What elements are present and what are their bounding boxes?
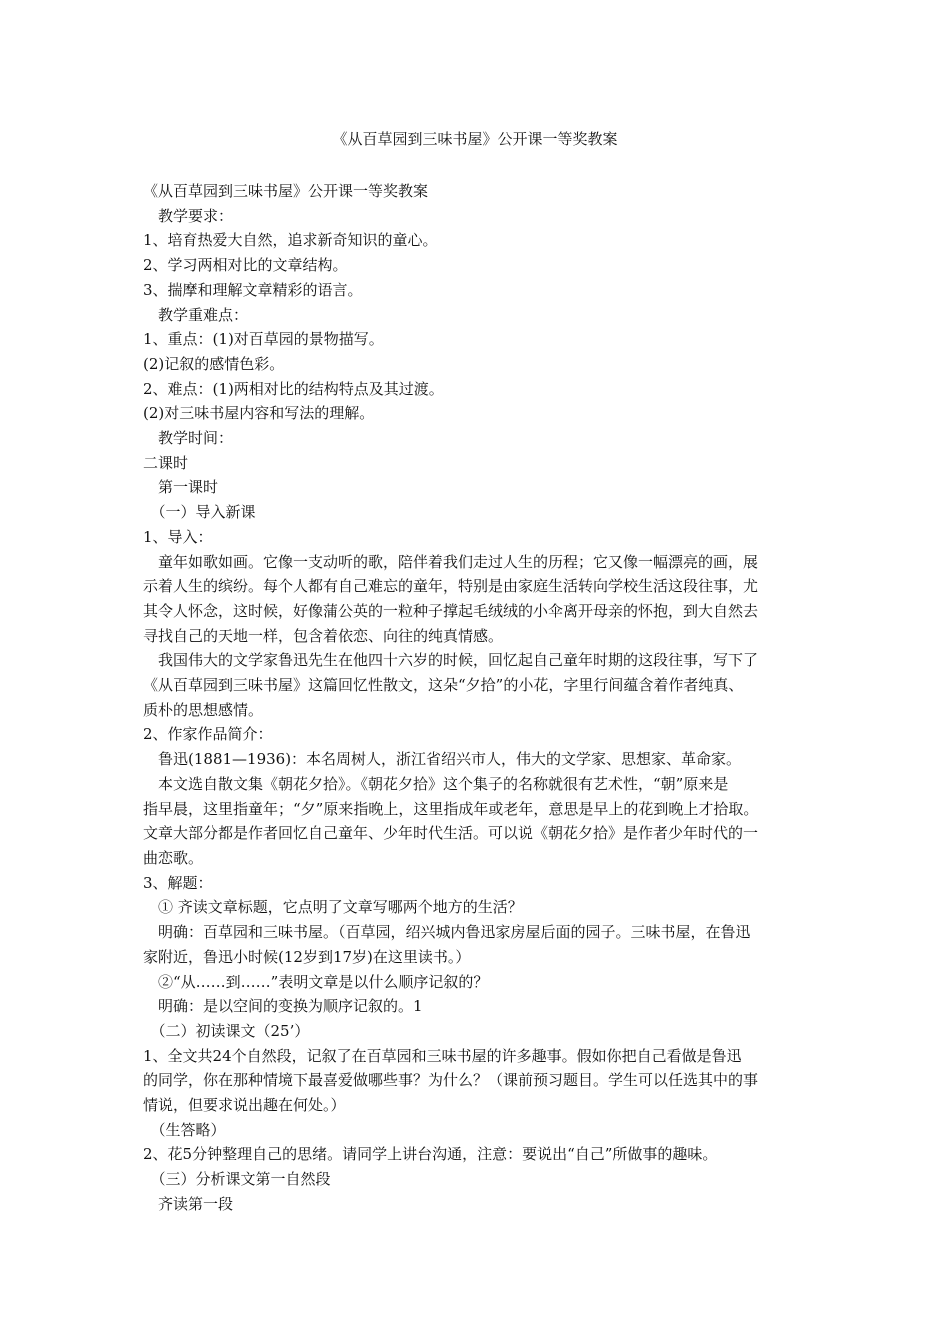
text-line: 1、全文共24个自然段，记叙了在百草园和三味书屋的许多趣事。假如你把自己看做是鲁迅 <box>143 1046 742 1065</box>
text-line: 明确：百草园和三味书屋。（百草园，绍兴城内鲁迅家房屋后面的园子。三味书屋，在鲁迅 <box>143 923 751 942</box>
text-line: 明确：是以空间的变换为顺序记叙的。1 <box>143 997 423 1016</box>
text-line: 我国伟大的文学家鲁迅先生在他四十六岁的时候，回忆起自己童年时期的这段往事，写下了 <box>143 651 759 670</box>
text-line: 文章大部分都是作者回忆自己童年、少年时代生活。可以说《朝花夕拾》是作者少年时代的一 <box>143 824 759 843</box>
text-line: （生答略） <box>143 1120 226 1139</box>
text-line: 教学要求： <box>143 206 234 225</box>
text-line: 情说，但要求说出趣在何处。） <box>143 1096 346 1115</box>
text-line: 1、重点：(1)对百草园的景物描写。 <box>143 330 384 349</box>
text-line: 质朴的思想感情。 <box>143 700 264 719</box>
text-line: 童年如歌如画。它像一支动听的歌，陪伴着我们走过人生的历程；它又像一幅漂亮的画，展 <box>143 552 759 571</box>
text-line: 齐读第一段 <box>143 1194 234 1213</box>
text-line: （二）初读课文（25’） <box>143 1021 310 1040</box>
text-line: 曲恋歌。 <box>143 848 204 867</box>
text-line: 2、作家作品简介： <box>143 725 273 744</box>
text-line: 《从百草园到三味书屋》公开课一等奖教案 <box>143 182 429 200</box>
text-line: 2、难点：(1)两相对比的结构特点及其过渡。 <box>143 379 444 398</box>
text-line: (2)对三味书屋内容和写法的理解。 <box>143 404 375 423</box>
text-line: （三）分析课文第一自然段 <box>143 1170 331 1189</box>
text-line: 二课时 <box>143 453 189 472</box>
text-line: 2、花5分钟整理自己的思绪。请同学上讲台沟通，注意：要说出“自己”所做事的趣味。 <box>143 1145 718 1164</box>
text-line: 教学重难点： <box>143 305 249 324</box>
text-line: 1、培育热爱大自然，追求新奇知识的童心。 <box>143 231 438 250</box>
text-line: 3、解题： <box>143 873 213 892</box>
text-line: 本文选自散文集《朝花夕拾》。《朝花夕拾》这个集子的名称就很有艺术性，“朝”原来是 <box>143 774 729 793</box>
text-line: (2)记叙的感情色彩。 <box>143 354 285 373</box>
text-line: 鲁迅(1881—1936)：本名周树人，浙江省绍兴市人，伟大的文学家、思想家、革命家。 <box>143 750 742 769</box>
text-line: 家附近，鲁迅小时候(12岁到17岁)在这里读书。） <box>143 947 471 966</box>
text-line: 2、学习两相对比的文章结构。 <box>143 256 348 275</box>
page-title: 《从百草园到三味书屋》公开课一等奖教案 <box>332 130 618 148</box>
text-line: 第一课时 <box>143 478 219 497</box>
text-line: （一）导入新课 <box>143 503 256 522</box>
text-line: 寻找自己的天地一样，包含着依恋、向往的纯真情感。 <box>143 626 504 645</box>
text-line: 1、导入： <box>143 527 213 546</box>
text-line: 3、揣摩和理解文章精彩的语言。 <box>143 280 363 299</box>
text-line: 指早晨，这里指童年；“夕”原来指晚上，这里指成年或老年，意思是早上的花到晚上才拾取。 <box>143 799 759 818</box>
document-body <box>143 179 815 1217</box>
text-line: 示着人生的缤纷。每个人都有自己难忘的童年，特别是由家庭生活转向学校生活这段往事，尤 <box>143 577 759 596</box>
text-line: ②“从……到……”表明文章是以什么顺序记叙的？ <box>143 972 489 991</box>
text-line: 其令人怀念，这时候，好像蒲公英的一粒种子撑起毛绒绒的小伞离开母亲的怀抱，到大自然去 <box>143 601 759 620</box>
text-line: 的同学，你在那种情境下最喜爱做哪些事？为什么？（课前预习题目。学生可以任选其中的事 <box>143 1071 759 1090</box>
text-line: ① 齐读文章标题，它点明了文章写哪两个地方的生活？ <box>143 898 523 917</box>
text-line: 教学时间： <box>143 429 234 448</box>
text-line: 《从百草园到三味书屋》这篇回忆性散文，这朵“夕拾”的小花，字里行间蕴含着作者纯真、 <box>143 676 744 695</box>
